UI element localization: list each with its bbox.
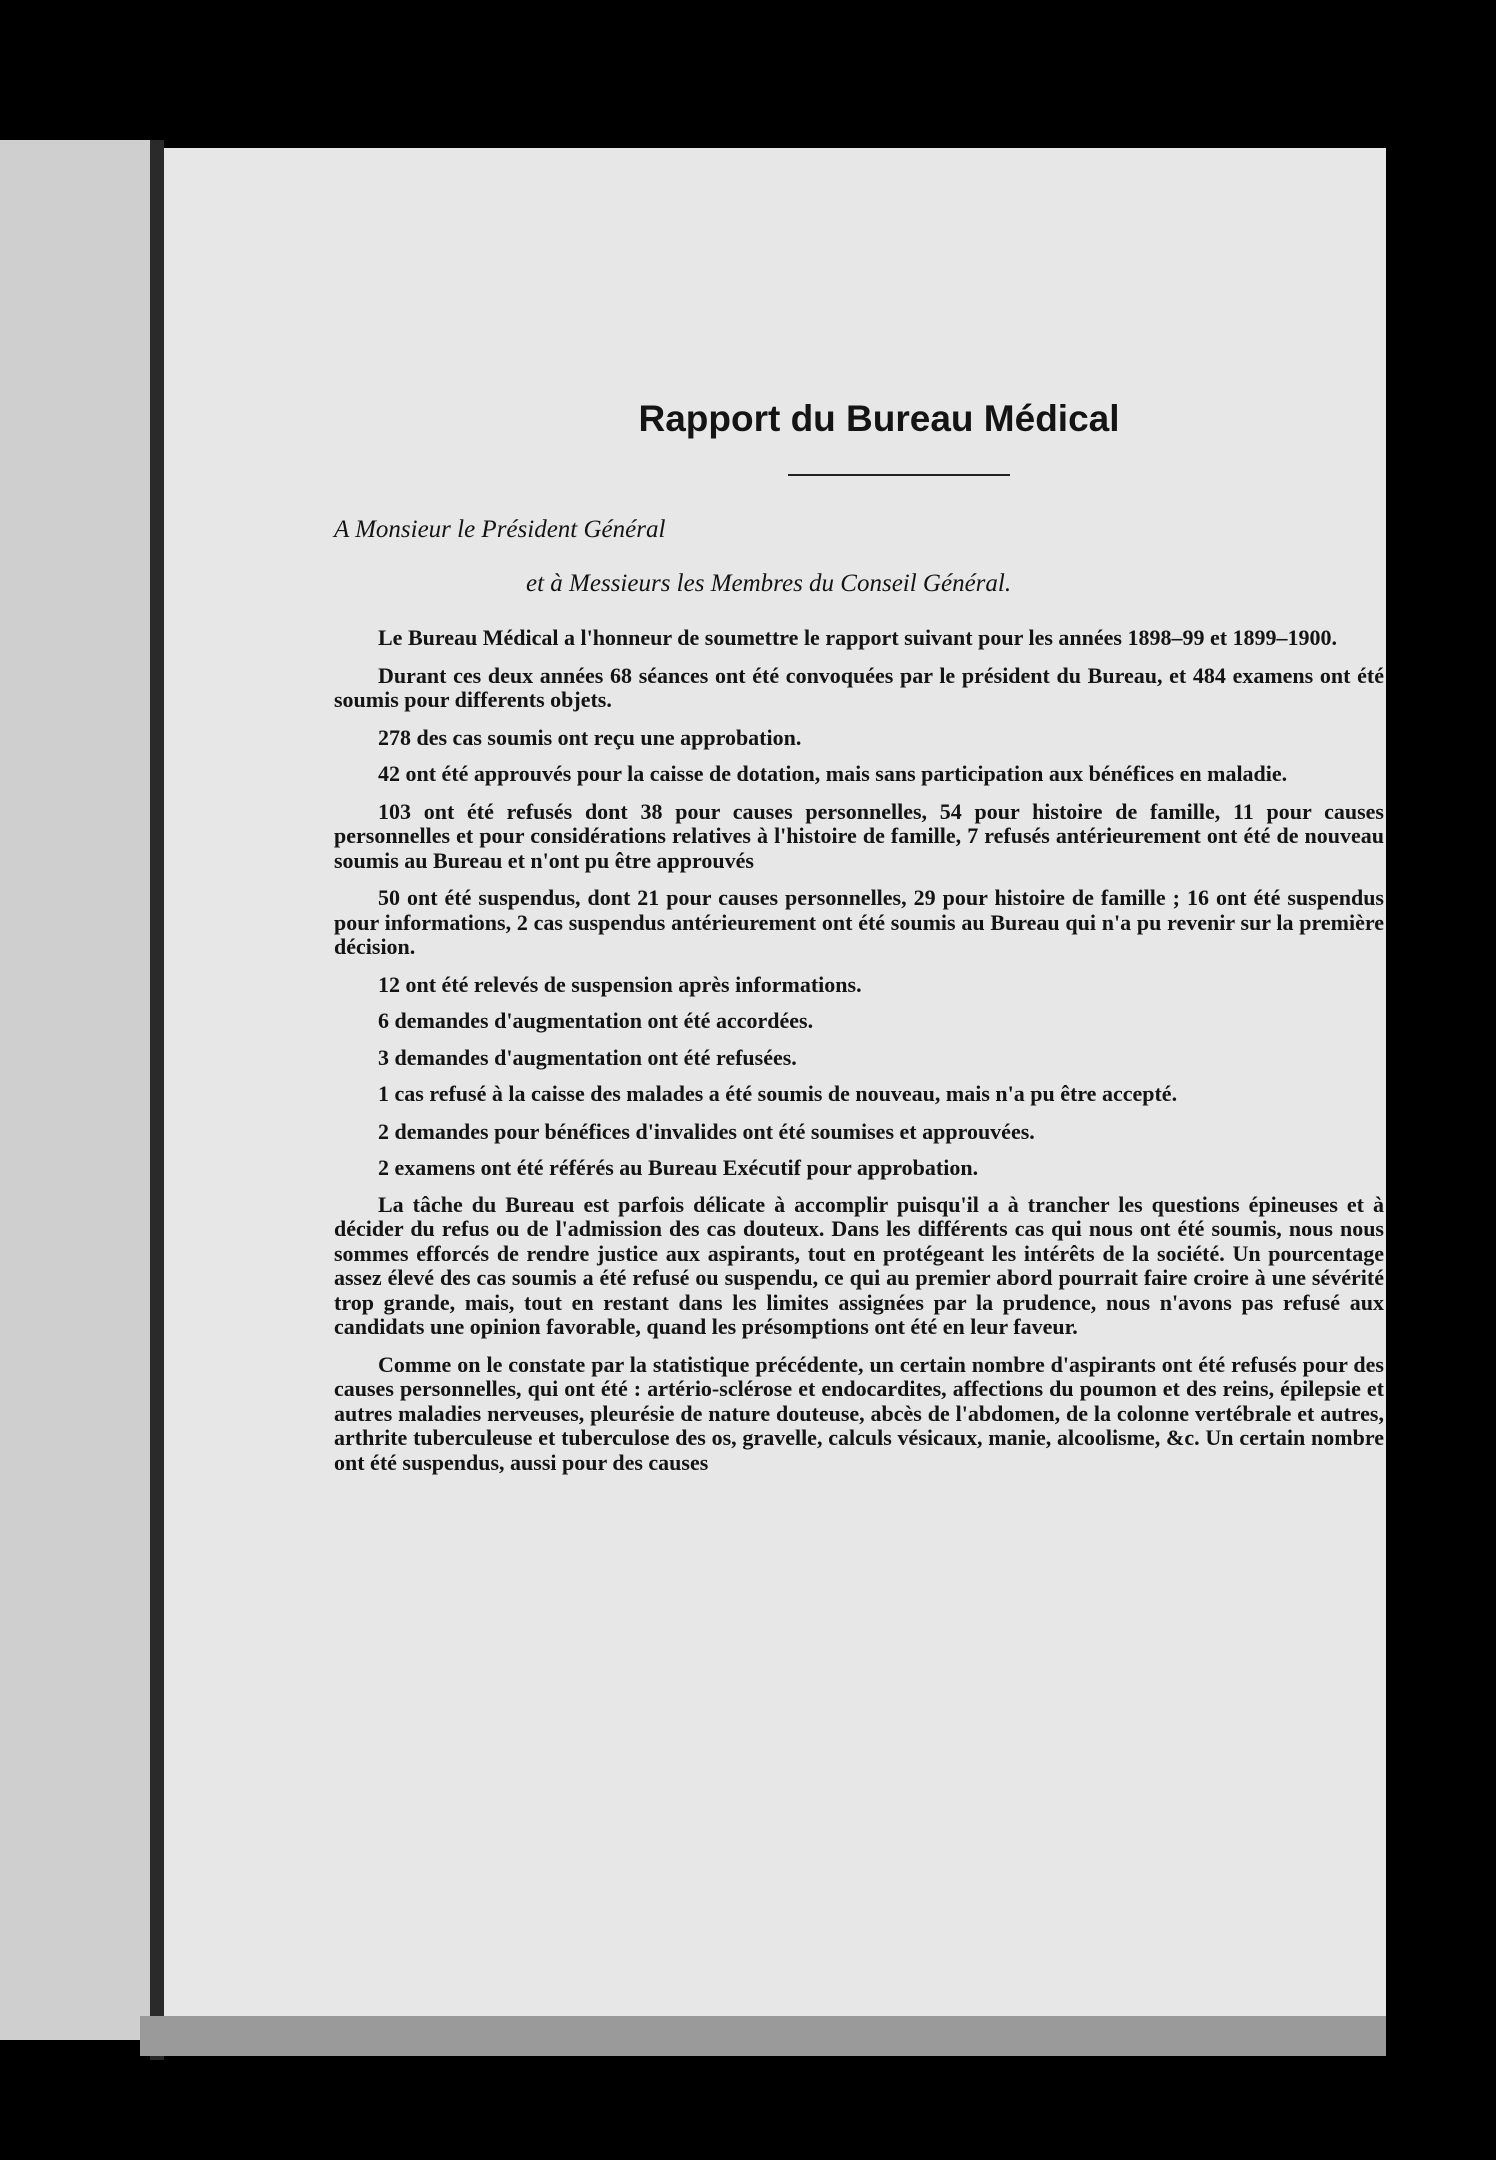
paragraph: 3 demandes d'augmentation ont été refusées. [378, 1044, 797, 1070]
page-bottom-edge [140, 2016, 1386, 2056]
paragraph: 50 ont été suspendus, dont 21 pour causes personnelles, 29 pour histoire de famille ; 16 ont été suspendus pour informations, 2 cas suspendus antérieurement ont été soumis au Bureau qui n'a pu revenir sur la première décision. [334, 885, 1384, 959]
title-rule [788, 474, 1010, 476]
page-title: Rapport du Bureau Médical [638, 398, 1120, 439]
paragraph: Comme on le constate par la statistique précédente, un certain nombre d'aspirants ont été refusés pour des causes personnelles, qui ont été : artério-sclérose et endocardites, affections du poumon et des reins, épilepsie et autres maladies nerveuses, pleurésie de nature douteuse, abcès de l'abdomen, de la colonne vertébrale et autres, arthrite tuberculeuse et tuberculose des os, gravelle, calculs vésicaux, manie, alcoolisme, &c. Un certain nombre ont été suspendus, aussi pour des causes [334, 1351, 1384, 1475]
paragraph: Le Bureau Médical a l'honneur de soumettre le rapport suivant pour les années 1898–99 et 1899–1900. [378, 625, 1338, 650]
paragraph: 1 cas refusé à la caisse des malades a été soumis de nouveau, mais n'a pu être accepté. [378, 1081, 1178, 1106]
paragraph: 103 ont été refusés dont 38 pour causes personnelles, 54 pour histoire de famille, 11 pour causes personnelles et pour considérations relatives à l'histoire de famille, 7 refusés antérieurement ont été de nouveau soumis au Bureau et n'ont pu être approuvés [334, 798, 1384, 873]
salutation-line-2: et à Messieurs les Membres du Conseil Général. [526, 570, 1012, 597]
paragraph: Durant ces deux années 68 séances ont été convoquées par le président du Bureau, et 484 examens ont été soumis pour differents objets. [334, 662, 1384, 712]
paragraph: 42 ont été approuvés pour la caisse de dotation, mais sans participation aux bénéfices en maladie. [378, 761, 1288, 786]
salutation-line-1: A Monsieur le Président Général [334, 516, 666, 543]
book-spine [150, 140, 164, 2060]
paragraph: 278 des cas soumis ont reçu une approbation. [378, 724, 802, 750]
paragraph: 12 ont été relevés de suspension après informations. [378, 971, 862, 997]
paragraph: La tâche du Bureau est parfois délicate à accomplir puisqu'il a à trancher les questions épineuses et à décider du refus ou de l'admission des cas douteux. Dans les différents cas qui nous ont été soumis, nous nous sommes efforcés de rendre justice aux aspirants, tout en protégeant les intérêts de la société. Un pourcentage assez élevé des cas soumis a été refusé ou suspendu, ce qui au premier abord pourrait faire croire à une sévérité trop grande, mais, tout en restant dans les limites assignées par la prudence, nous n'avons pas refusé aux candidats une opinion favorable, quand les présomptions ont été en leur faveur. [334, 1191, 1384, 1339]
document-page [164, 148, 1386, 2016]
paragraph: 2 demandes pour bénéfices d'invalides ont été soumises et approuvées. [378, 1118, 1035, 1144]
left-page-edge [0, 140, 150, 2040]
paragraph: 2 examens ont été référés au Bureau Exécutif pour approbation. [378, 1155, 979, 1180]
paragraph: 6 demandes d'augmentation ont été accordées. [378, 1008, 814, 1033]
page-content [334, 398, 1384, 1488]
